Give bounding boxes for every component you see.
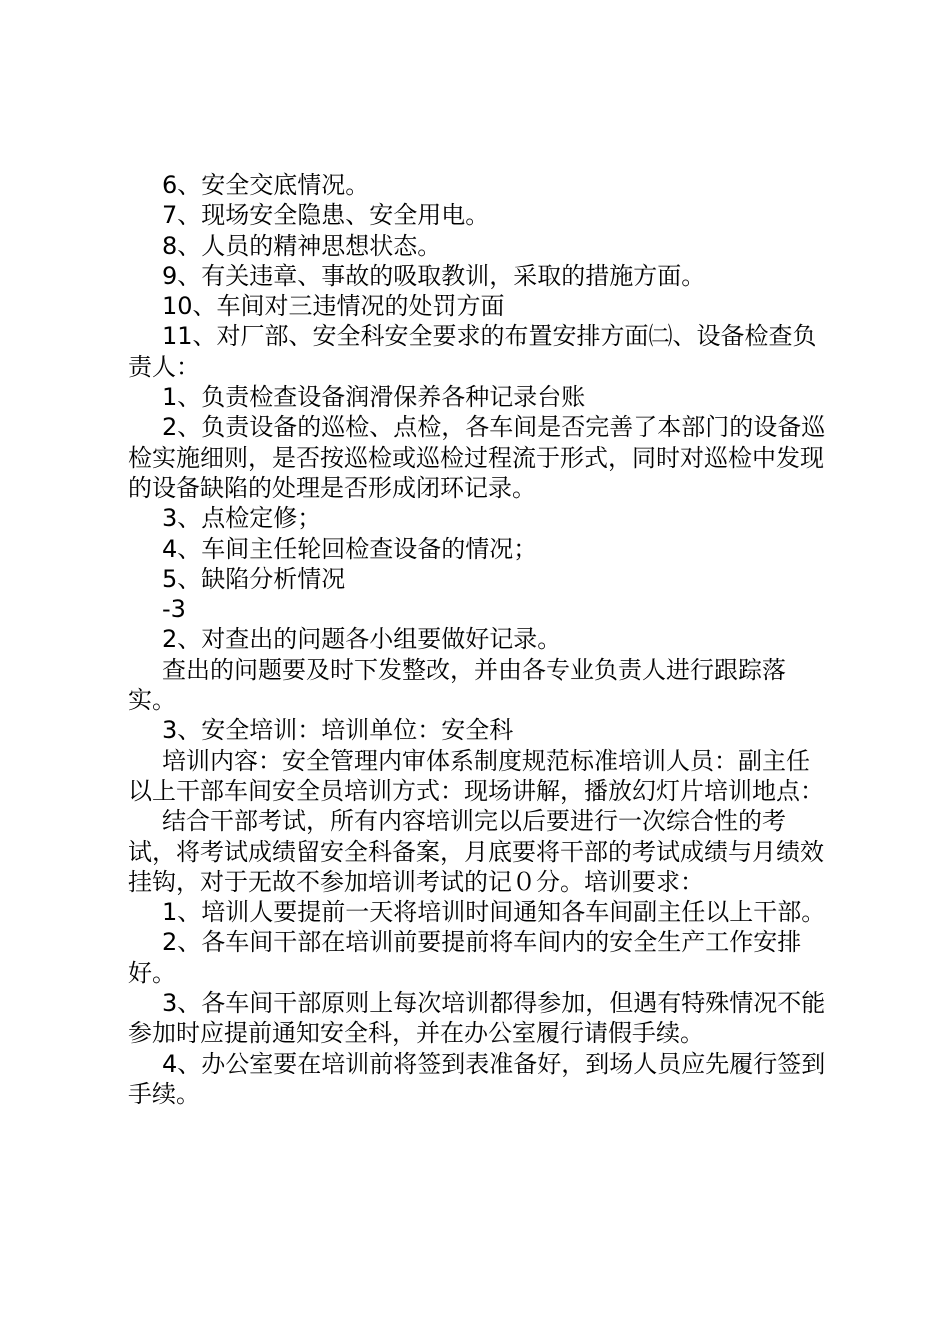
paragraph: 11、对厂部、安全科安全要求的布置安排方面㈡、设备检查负责人： (128, 322, 817, 381)
paragraph: 2、对查出的问题各小组要做好记录。 (162, 625, 562, 654)
paragraph: 9、有关违章、事故的吸取教训，采取的措施方面。 (162, 261, 706, 290)
paragraph: 8、人员的精神思想状态。 (162, 231, 442, 260)
paragraph: 10、车间对三违情况的处罚方面 (162, 292, 505, 321)
paragraph: 4、车间主任轮回检查设备的情况； (162, 534, 538, 563)
paragraph: 查出的问题要及时下发整改，并由各专业负责人进行跟踪落实。 (128, 655, 786, 715)
paragraph: 6、安全交底情况。 (162, 171, 370, 199)
paragraph: 3、点检定修； (162, 504, 322, 533)
paragraph: 7、现场安全隐患、安全用电。 (162, 201, 490, 230)
paragraph: 5、缺陷分析情况 (162, 564, 346, 593)
paragraph: 1、负责检查设备润滑保养各种记录台账 (162, 383, 586, 412)
paragraph: 2、各车间干部在培训前要提前将车间内的安全生产工作安排好。 (128, 928, 802, 987)
paragraph: 3、各车间干部原则上每次培训都得参加，但遇有特殊情况不能参加时应提前通知安全科，并在办公室履行请假手续。 (128, 989, 826, 1048)
paragraph: 4、办公室要在培训前将签到表准备好，到场人员应先履行签到手续。 (128, 1049, 826, 1108)
document-body (128, 170, 832, 1109)
paragraph: 结合干部考试，所有内容培训完以后要进行一次综合性的考试，将考试成绩留安全科备案，月底要将干部的考试成绩与月绩效挂钩，对于无故不参加培训考试的记０分。培训要求： (128, 807, 824, 896)
paragraph: 1、培训人要提前一天将培训时间通知各车间副主任以上干部。 (162, 898, 826, 927)
paragraph: 培训内容：安全管理内审体系制度规范标准培训人员：副主任以上干部车间安全员培训方式：现场讲解，播放幻灯片培训地点： (128, 746, 824, 805)
page-number-marker: -3 (162, 595, 186, 624)
paragraph: 3、安全培训：培训单位：安全科 (162, 716, 514, 745)
paragraph: 2、负责设备的巡检、点检，各车间是否完善了本部门的设备巡检实施细则，是否按巡检或巡检过程流于形式，同时对巡检中发现的设备缺陷的处理是否形成闭环记录。 (128, 413, 826, 502)
